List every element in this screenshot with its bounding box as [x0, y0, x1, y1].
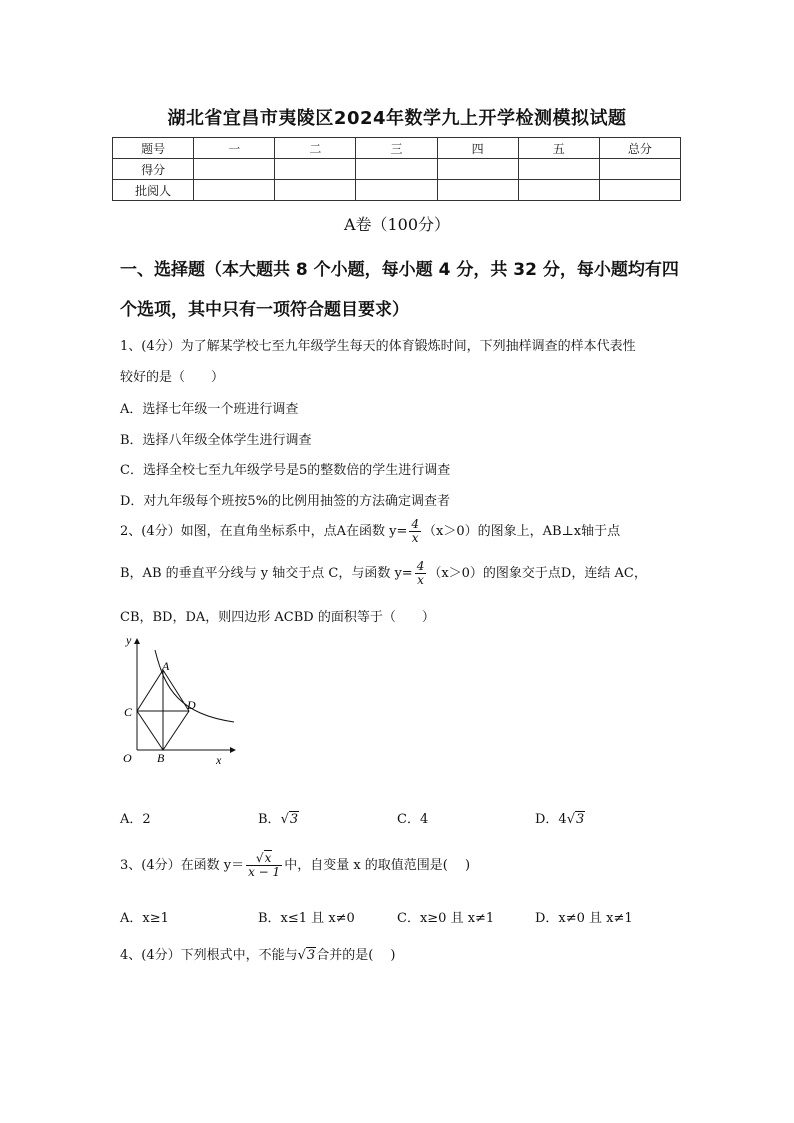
score-table-header-row: [113, 138, 681, 159]
q2-stem-line1: [120, 518, 620, 545]
label-x: x: [216, 753, 222, 767]
label-a: A: [162, 659, 170, 673]
sqrt-x: √x: [255, 851, 272, 865]
score-cell[interactable]: [599, 159, 680, 180]
label-b: B: [157, 751, 165, 765]
q2-text: 2、(4分）如图，在直角坐标系中，点A在函数 y=: [120, 524, 408, 539]
score-cell[interactable]: [599, 180, 680, 201]
sqrt-radicand: x: [264, 851, 272, 865]
fraction-numerator: 4: [411, 517, 420, 531]
q3-stem: [120, 852, 470, 879]
fraction-denominator: x: [417, 573, 424, 587]
label-c: C: [124, 705, 133, 719]
q2-option-a[interactable]: A．2: [120, 812, 151, 827]
label-y: y: [126, 633, 132, 647]
score-cell[interactable]: [437, 159, 518, 180]
score-table-row: [113, 180, 681, 201]
sqrt-3: √3: [297, 948, 316, 963]
part1-heading: 一、选择题（本大题共 8 个小题，每小题 4 分，共 32 分，每小题均有四个选项，其中只有一项符合题目要求）: [120, 260, 679, 320]
label-origin: O: [123, 751, 132, 765]
score-header-cell: 题号: [113, 138, 194, 159]
score-row-label: 批阅人: [113, 180, 194, 201]
option-label: B．: [258, 812, 281, 827]
q3-option-b[interactable]: B．x≤1 且 x≠0: [258, 911, 355, 926]
q2-option-d[interactable]: [535, 808, 585, 827]
q2-text: （x＞0）的图象上，AB⊥x轴于点: [423, 524, 621, 539]
q2-option-b[interactable]: [258, 808, 299, 827]
page-title: 湖北省宜昌市夷陵区2024年数学九上开学检测模拟试题: [167, 108, 627, 129]
fraction-sqrtx-over-x-minus-1: [246, 852, 282, 879]
score-cell[interactable]: [518, 159, 599, 180]
score-cell[interactable]: [356, 159, 437, 180]
q1-option-c[interactable]: C．选择全校七至九年级学号是5的整数倍的学生进行调查: [120, 463, 451, 478]
q3-option-a[interactable]: A．x≥1: [120, 911, 169, 926]
q4-text: 4、(4分）下列根式中，不能与: [120, 948, 298, 963]
score-header-cell: 五: [518, 138, 599, 159]
q3-text: 3、(4分）在函数 y＝: [120, 858, 245, 873]
fraction-denominator: x: [411, 531, 419, 545]
q3-option-c[interactable]: C．x≥0 且 x≠1: [397, 911, 495, 926]
score-header-cell: 一: [194, 138, 275, 159]
option-label: D．4: [535, 812, 567, 827]
fraction-4-over-x: [415, 560, 427, 587]
q1-stem-line1: 1、(4分）为了解某学校七至九年级学生每天的体育锻炼时间，下列抽样调查的样本代表性: [120, 339, 636, 354]
sqrt-3: √3: [280, 812, 299, 827]
sqrt-radicand: 3: [306, 948, 316, 963]
score-cell[interactable]: [194, 159, 275, 180]
score-cell[interactable]: [518, 180, 599, 201]
q2-coordinate-graph: [112, 630, 242, 770]
section-a-heading: A卷（100分）: [343, 215, 451, 234]
score-table-row: [113, 159, 681, 180]
score-row-label: 得分: [113, 159, 194, 180]
score-cell[interactable]: [356, 180, 437, 201]
y-axis-arrow-icon: [134, 638, 140, 644]
score-cell[interactable]: [275, 159, 356, 180]
q2-option-c[interactable]: C．4: [397, 812, 429, 827]
q1-stem-line2: 较好的是（ ）: [120, 370, 225, 385]
score-header-cell: 三: [356, 138, 437, 159]
score-header-cell: 四: [437, 138, 518, 159]
label-d: D: [187, 698, 196, 712]
q1-option-d[interactable]: D．对九年级每个班按5%的比例用抽签的方法确定调查者: [120, 494, 451, 509]
score-header-cell: 总分: [599, 138, 680, 159]
q2-text: B，AB 的垂直平分线与 y 轴交于点 C，与函数 y=: [120, 566, 413, 581]
fraction-numerator: 4: [416, 559, 425, 573]
q1-option-b[interactable]: B．选择八年级全体学生进行调查: [120, 433, 312, 448]
sqrt-radicand: 3: [289, 812, 299, 827]
score-table: [112, 137, 681, 201]
score-cell[interactable]: [194, 180, 275, 201]
x-axis-arrow-icon: [230, 747, 236, 753]
q1-option-a[interactable]: A．选择七年级一个班进行调查: [120, 402, 299, 417]
score-cell[interactable]: [437, 180, 518, 201]
q2-stem-line3: CB，BD，DA，则四边形 ACBD 的面积等于（ ）: [120, 610, 435, 625]
score-header-cell: 二: [275, 138, 356, 159]
q3-option-d[interactable]: D．x≠0 且 x≠1: [535, 911, 633, 926]
q4-text: 合并的是( ): [316, 948, 396, 963]
q3-text: 中，自变量 x 的取值范围是( ): [284, 858, 471, 873]
fraction-denominator: x − 1: [248, 865, 281, 879]
sqrt-radicand: 3: [576, 812, 585, 827]
score-cell[interactable]: [275, 180, 356, 201]
q4-stem: [120, 944, 395, 963]
fraction-4-over-x: [409, 518, 421, 545]
fraction-numerator: [246, 852, 282, 866]
q2-stem-line2: [120, 560, 647, 587]
q2-text: （x＞0）的图象交于点D，连结 AC，: [428, 566, 647, 581]
sqrt-3: √3: [566, 812, 585, 827]
